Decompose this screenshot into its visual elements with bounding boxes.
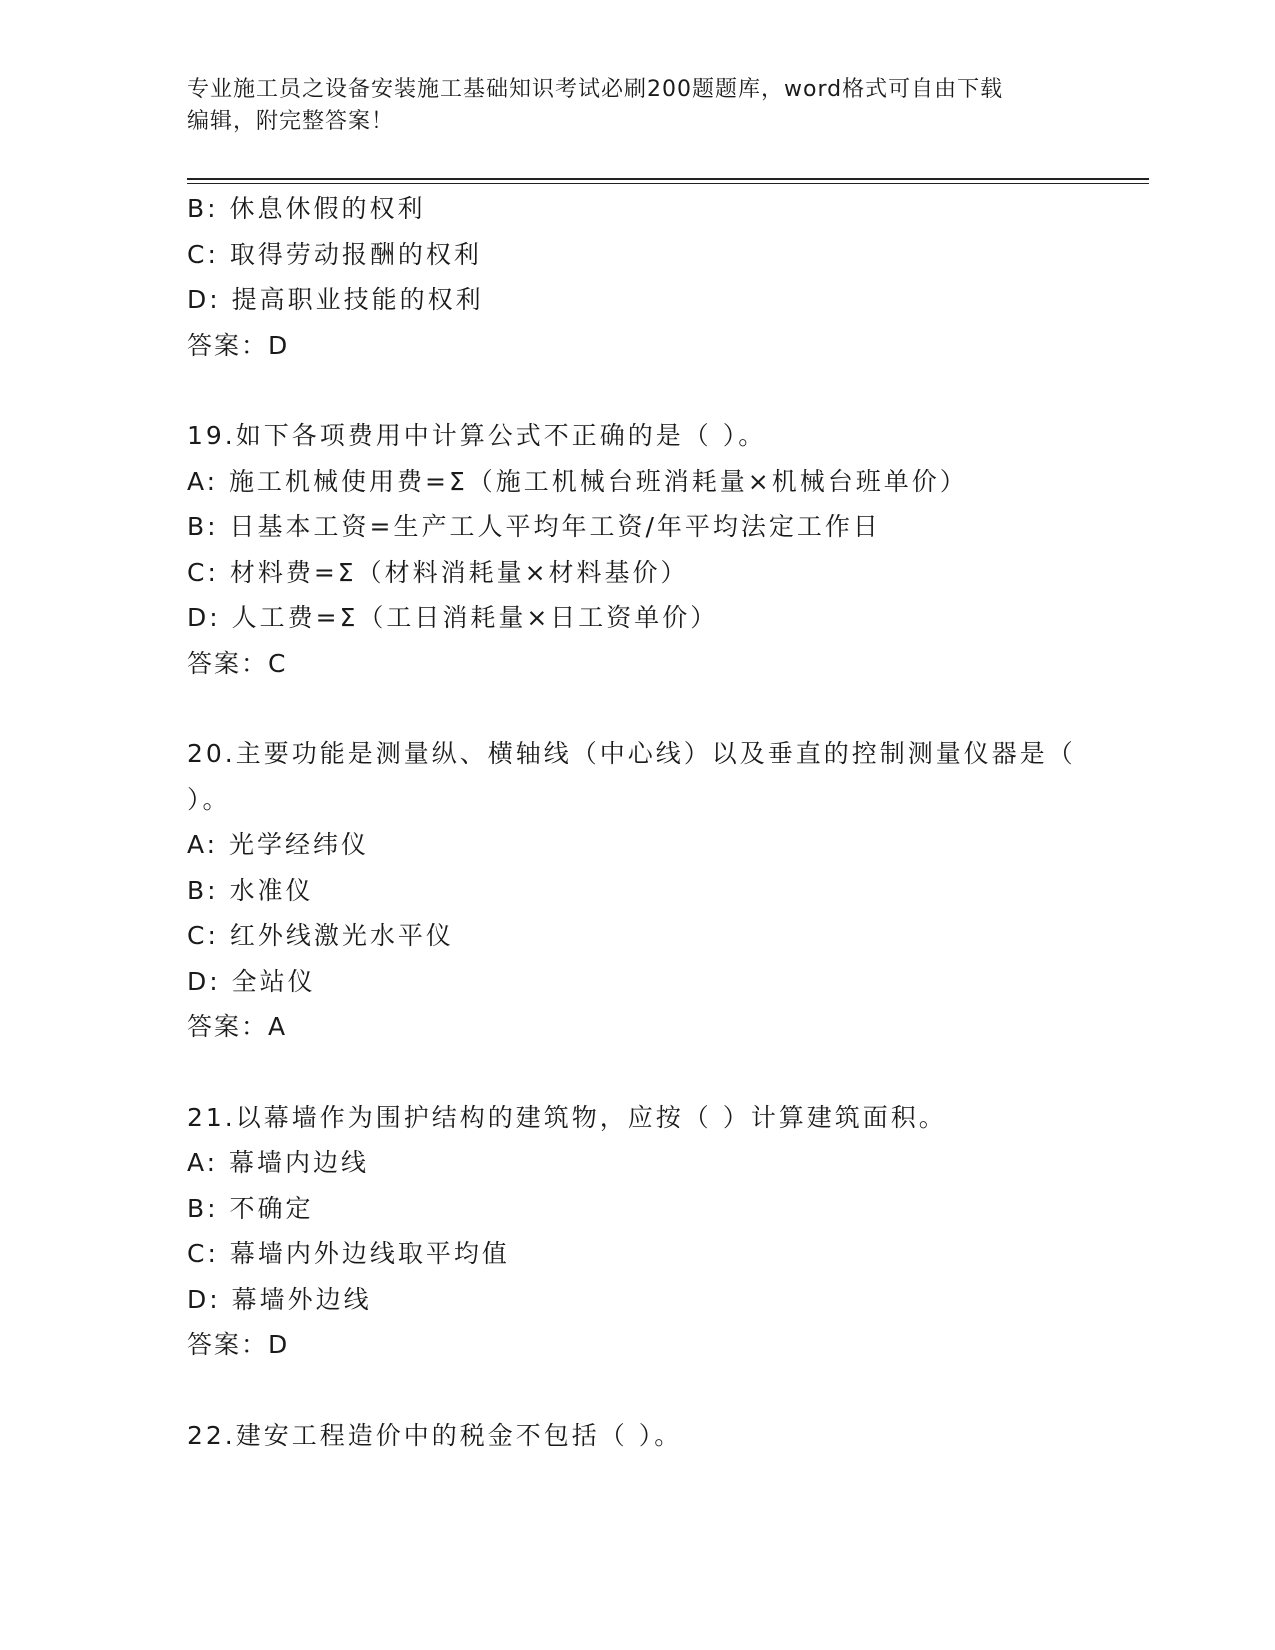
header-divider-thin xyxy=(187,183,1149,184)
question-18-continued xyxy=(187,186,1087,368)
document-header xyxy=(187,74,1067,138)
option-d: D: 人工费=Σ（工日消耗量×日工资单价） xyxy=(187,603,719,632)
option-c: C: 红外线激光水平仪 xyxy=(187,921,454,950)
option-c: C: 幕墙内外边线取平均值 xyxy=(187,1239,510,1268)
question-text: 21.以幕墙作为围护结构的建筑物，应按（ ）计算建筑面积。 xyxy=(187,1102,947,1132)
question-list xyxy=(187,186,1087,1458)
answer: 答案：D xyxy=(187,1330,290,1359)
answer: 答案：D xyxy=(187,330,290,360)
question-text: 20.主要功能是测量纵、横轴线（中心线）以及垂直的控制测量仪器是（ ）。 xyxy=(187,739,1076,814)
question-text: 19.如下各项费用中计算公式不正确的是（ ）。 xyxy=(187,421,767,450)
answer: 答案：A xyxy=(187,1012,288,1041)
option-a: A: 幕墙内边线 xyxy=(187,1148,370,1177)
option-b: B: 休息休假的权利 xyxy=(187,194,426,223)
option-d: D: 全站仪 xyxy=(187,966,316,996)
question-text: 22.建安工程造价中的税金不包括（ ）。 xyxy=(187,1420,683,1450)
question-21 xyxy=(187,1095,1087,1368)
question-19 xyxy=(187,413,1087,686)
option-b: B: 不确定 xyxy=(187,1193,314,1223)
header-divider-thick xyxy=(187,178,1149,180)
option-a: A: 施工机械使用费=Σ（施工机械台班消耗量×机械台班单价） xyxy=(187,466,968,496)
question-22 xyxy=(187,1413,1087,1459)
option-c: C: 材料费=Σ（材料消耗量×材料基价） xyxy=(187,557,689,587)
option-d: D: 幕墙外边线 xyxy=(187,1284,372,1314)
header-line-2: 编辑，附完整答案！ xyxy=(187,109,395,134)
option-b: B: 日基本工资=生产工人平均年工资/年平均法定工作日 xyxy=(187,512,881,541)
option-b: B: 水准仪 xyxy=(187,875,314,905)
question-20 xyxy=(187,731,1087,1050)
header-line-1: 专业施工员之设备安装施工基础知识考试必刷200题题库，word格式可自由下载 xyxy=(187,77,1004,102)
option-a: A: 光学经纬仪 xyxy=(187,830,370,859)
option-c: C: 取得劳动报酬的权利 xyxy=(187,239,482,269)
option-d: D: 提高职业技能的权利 xyxy=(187,285,484,314)
answer: 答案：C xyxy=(187,648,288,678)
